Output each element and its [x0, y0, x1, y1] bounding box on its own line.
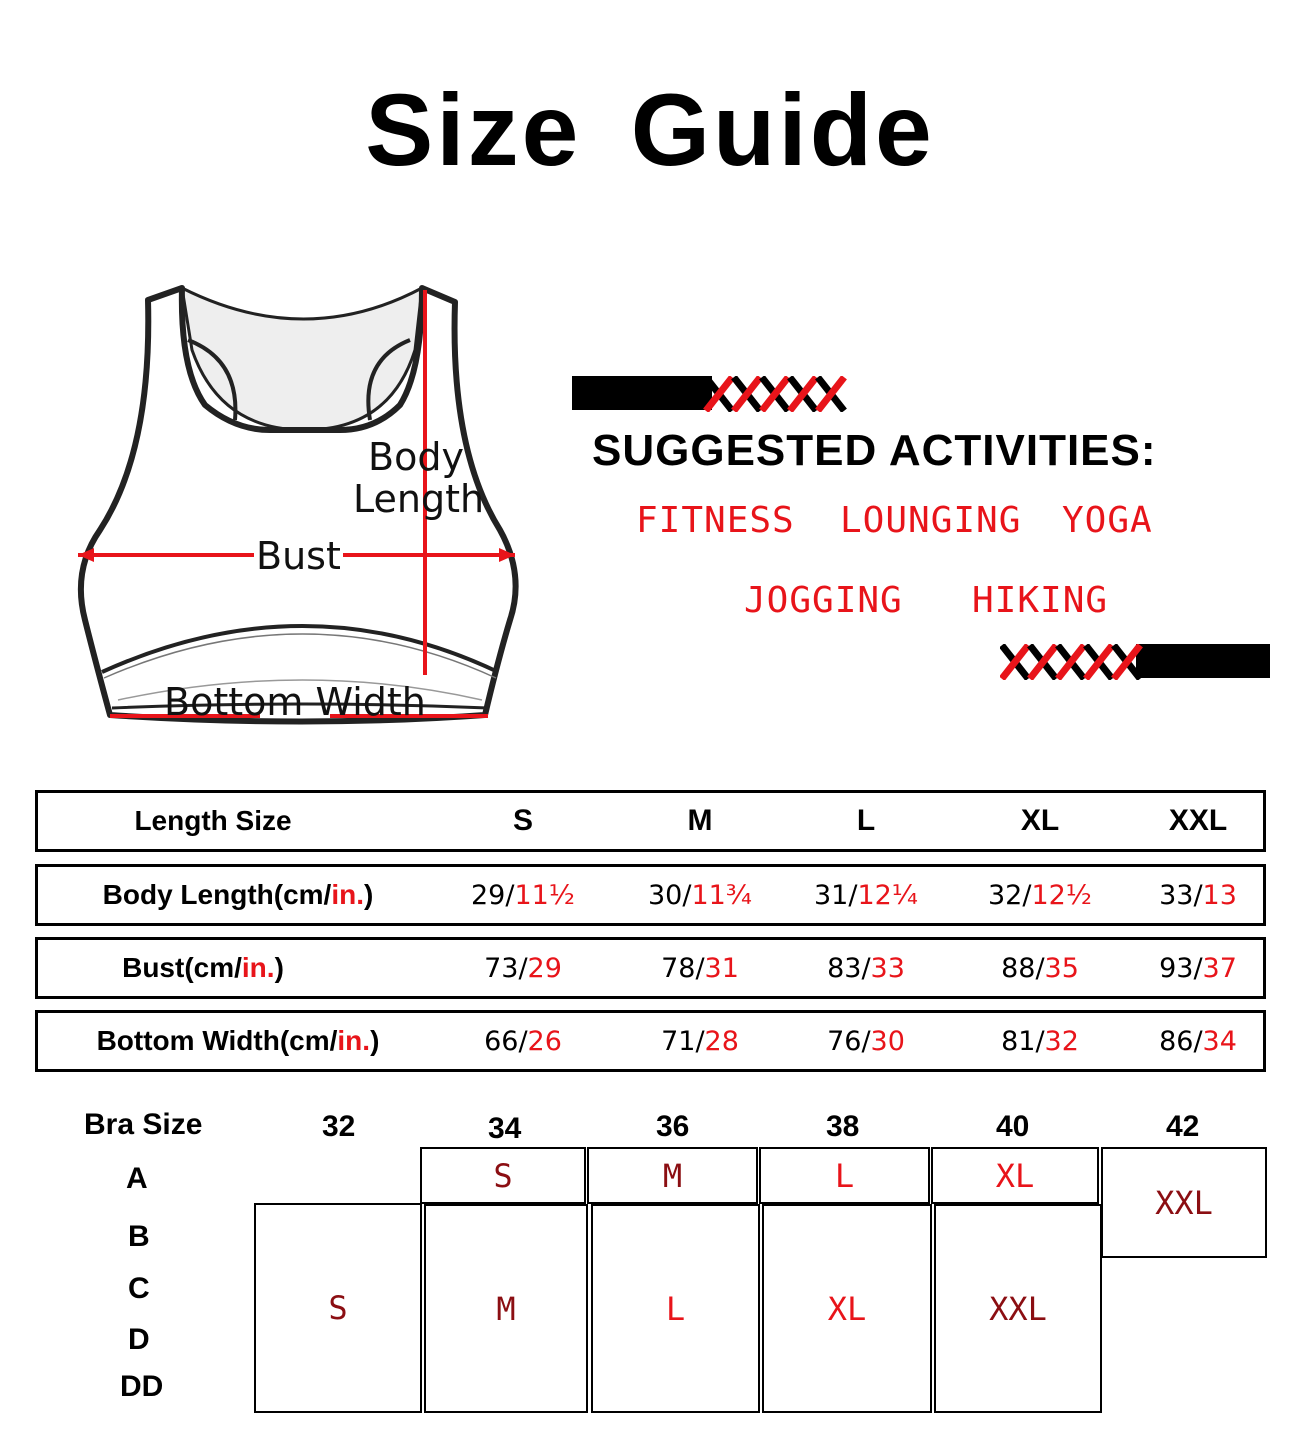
page-title: Size Guide	[365, 73, 935, 187]
bottom-width-label: Bottom Width	[164, 680, 426, 724]
bust-xl: 88/ 35	[1001, 952, 1079, 984]
bust-s: 73/ 29	[484, 952, 562, 984]
bottom-width-l: 76/ 30	[827, 1025, 905, 1057]
activity-yoga: YOGA	[1062, 500, 1153, 541]
activity-fitness: FITNESS	[636, 500, 795, 541]
cup-c: C	[128, 1272, 150, 1305]
cup-b: B	[128, 1220, 150, 1253]
activity-jogging: JOGGING	[744, 580, 903, 621]
cup-a: A	[126, 1162, 148, 1195]
band-42: 42	[1166, 1110, 1200, 1143]
bust-m: 78/ 31	[661, 952, 739, 984]
bd-cup-size-cell: M	[424, 1204, 588, 1413]
stitch-bar-top	[572, 376, 852, 412]
length-size-label: Length Size	[134, 805, 292, 836]
a-cup-size-cell: XL	[931, 1147, 1099, 1204]
size-header-xxl: XXL	[1168, 804, 1228, 837]
band-34: 34	[488, 1112, 522, 1145]
size-header-m: M	[687, 804, 713, 837]
table-row	[35, 864, 1266, 926]
body-length-m: 30/ 11¾	[648, 879, 752, 911]
bust-l: 83/ 33	[827, 952, 905, 984]
bottom-width-row-label: Bottom Width(cm/ in. )	[96, 1025, 380, 1056]
bottom-width-xxl: 86/ 34	[1159, 1025, 1237, 1057]
body-length-row-label: Body Length(cm/ in. )	[102, 879, 374, 910]
band-42-size-cell: XXL	[1101, 1147, 1267, 1258]
band-40: 40	[996, 1110, 1030, 1143]
body-length-s: 29/ 11½	[471, 879, 575, 911]
body-length-l: 31/ 12¼	[814, 879, 918, 911]
a-cup-size-cell: L	[759, 1147, 930, 1204]
activity-hiking: HIKING	[972, 580, 1109, 621]
bottom-width-xl: 81/ 32	[1001, 1025, 1079, 1057]
body-length-label-line2: Length	[353, 477, 485, 521]
body-length-xxl: 33/ 13	[1159, 879, 1237, 911]
a-cup-size-cell: S	[420, 1147, 586, 1204]
body-length-xl: 32/ 12½	[988, 879, 1092, 911]
bd-cup-size-cell: S	[254, 1203, 422, 1413]
size-header-l: L	[856, 804, 876, 837]
table-row	[35, 1010, 1266, 1072]
band-38: 38	[826, 1110, 860, 1143]
bust-row-label: Bust(cm/ in. )	[122, 952, 284, 983]
a-cup-size-cell: M	[587, 1147, 758, 1204]
body-length-label-line1: Body	[368, 435, 464, 479]
bd-cup-size-cell: XXL	[934, 1204, 1102, 1413]
band-36: 36	[656, 1110, 690, 1143]
cup-dd: DD	[120, 1370, 164, 1403]
cup-d: D	[128, 1323, 150, 1356]
bottom-width-s: 66/ 26	[484, 1025, 562, 1057]
bottom-width-m: 71/ 28	[661, 1025, 739, 1057]
bd-cup-size-cell: XL	[762, 1204, 932, 1413]
activity-lounging: LOUNGING	[840, 500, 1022, 541]
size-header-row	[35, 790, 1266, 852]
bd-cup-size-cell: L	[591, 1204, 760, 1413]
table-row	[35, 937, 1266, 999]
size-header-s: S	[512, 804, 533, 837]
size-header-xl: XL	[1020, 804, 1060, 837]
band-32: 32	[322, 1110, 356, 1143]
stitch-bar-bottom	[1000, 644, 1270, 680]
bust-label: Bust	[256, 534, 341, 578]
bra-size-label: Bra Size	[84, 1108, 203, 1141]
activities-heading: SUGGESTED ACTIVITIES:	[592, 426, 1157, 475]
bust-xxl: 93/ 37	[1159, 952, 1237, 984]
